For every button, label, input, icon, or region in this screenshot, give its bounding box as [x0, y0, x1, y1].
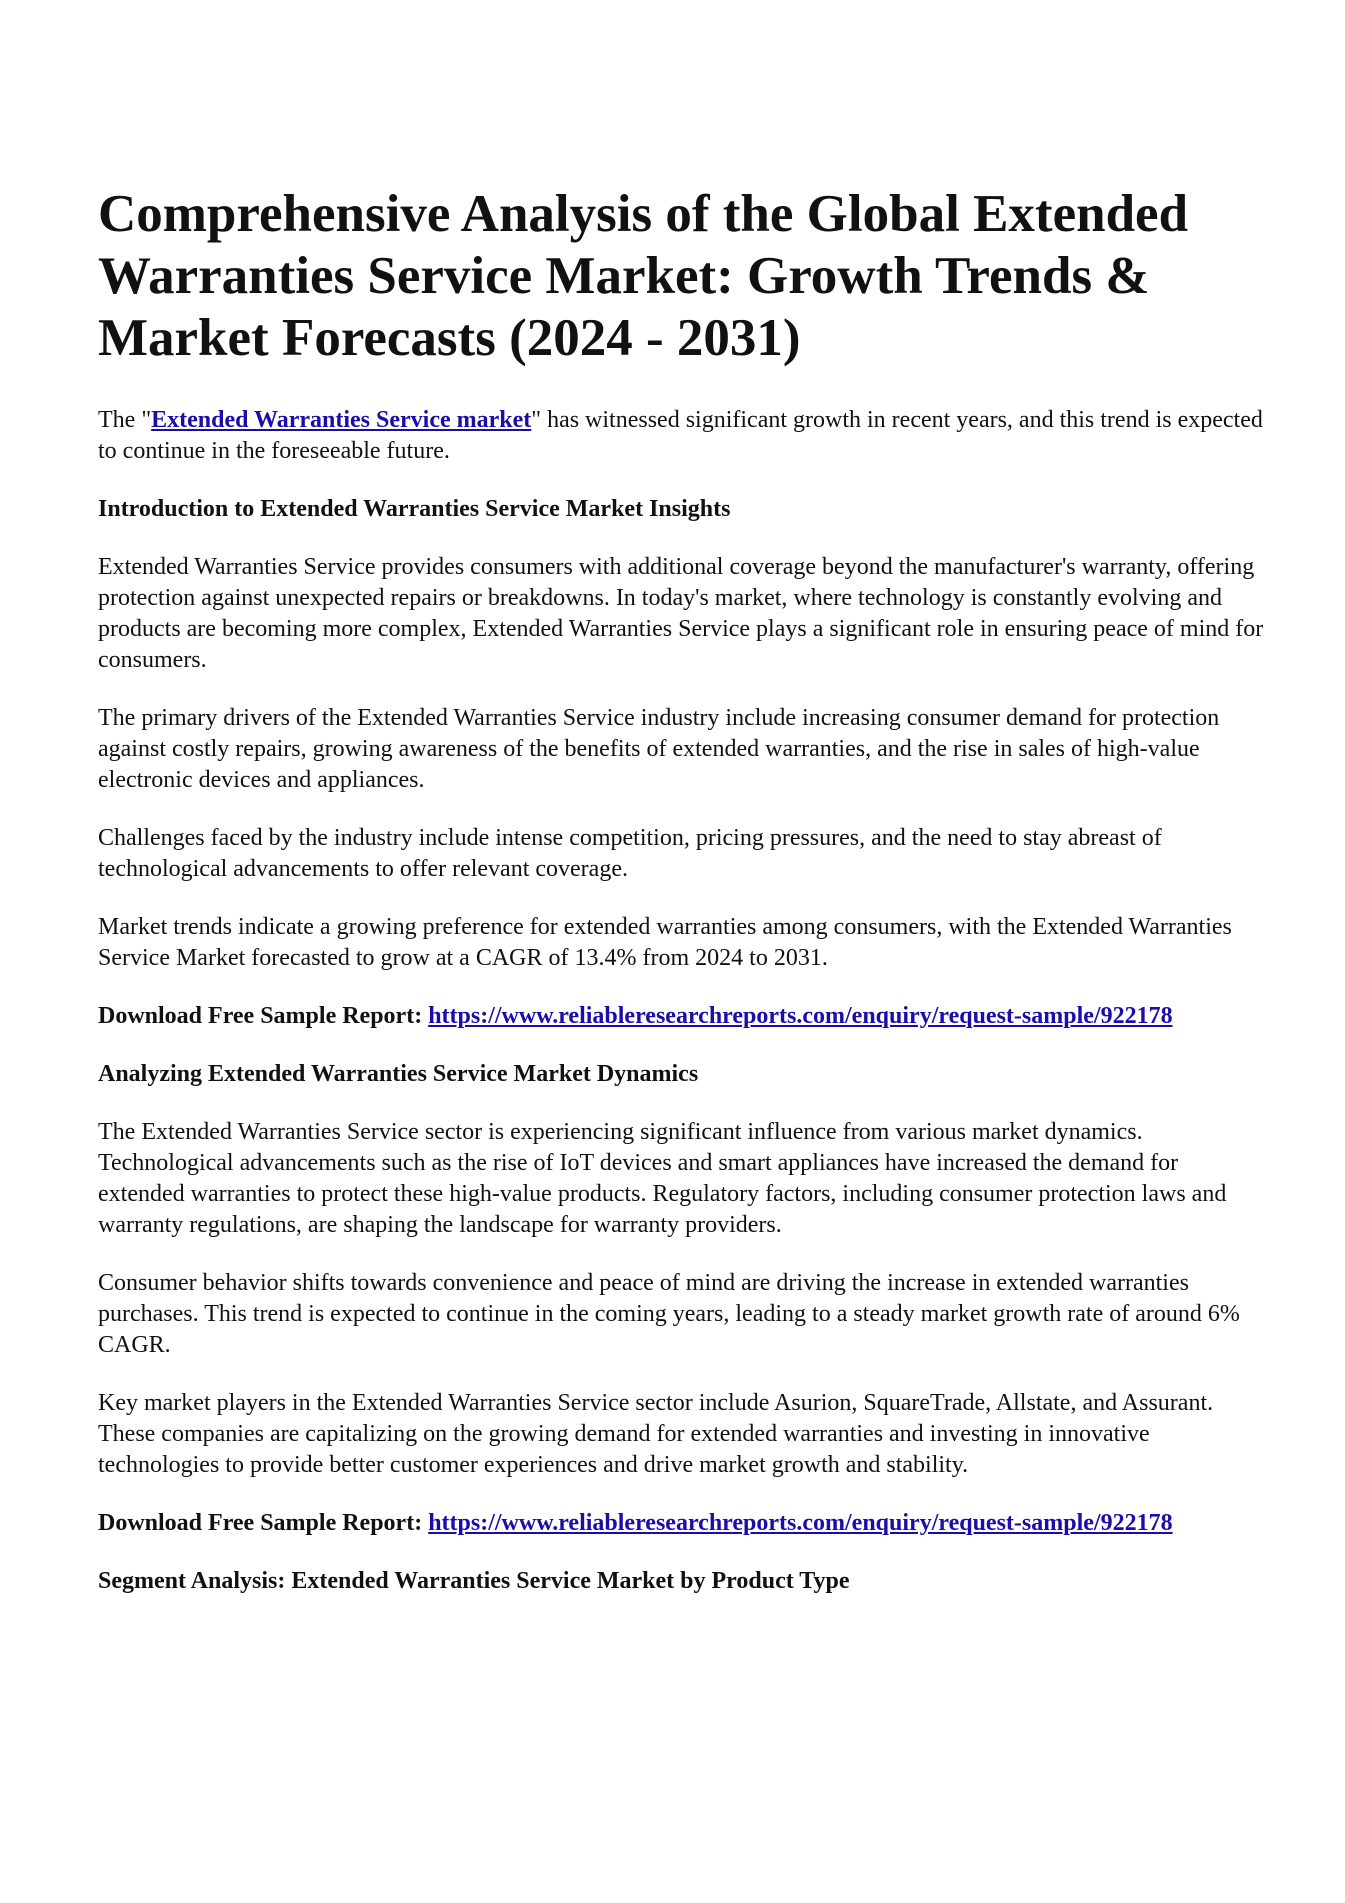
paragraph-trends: Market trends indicate a growing preference for extended warranties among consumers, with the Extended Warranties Service Market forecasted to grow at a CAGR of 13.4% from 2024 to 2031. — [98, 914, 1232, 971]
section-heading-dynamics: Analyzing Extended Warranties Service Market Dynamics — [98, 1061, 699, 1087]
intro-suffix: " has witnessed significant growth in recent years, and this trend is expected to continue in the foreseeable future. — [98, 407, 1263, 464]
intro-paragraph — [98, 405, 1268, 467]
page-title: Comprehensive Analysis of the Global Extended Warranties Service Market: Growth Trends & Market Forecasts (2024 - 2031) — [98, 185, 1189, 367]
paragraph-key-players: Key market players in the Extended Warranties Service sector include Asurion, SquareTrade, Allstate, and Assurant. These companies are capitalizing on the growing demand for extended warranties and investing in innovative technologies to provide better customer experiences and drive market growth and stability. — [98, 1390, 1214, 1478]
market-link[interactable]: Extended Warranties Service market — [151, 407, 532, 433]
download-label: Download Free Sample Report: — [98, 1510, 429, 1536]
download-link[interactable]: https://www.reliableresearchreports.com/enquiry/request-sample/922178 — [428, 1510, 1173, 1536]
intro-prefix: The " — [98, 407, 152, 433]
section-heading-introduction: Introduction to Extended Warranties Service Market Insights — [98, 496, 731, 522]
download-sample-1 — [98, 1001, 1268, 1032]
download-label: Download Free Sample Report: — [98, 1003, 429, 1029]
paragraph-drivers: The primary drivers of the Extended Warranties Service industry include increasing consumer demand for protection against costly repairs, growing awareness of the benefits of extended warranties, and the rise in sales of high-value electronic devices and appliances. — [98, 705, 1220, 793]
download-link[interactable]: https://www.reliableresearchreports.com/enquiry/request-sample/922178 — [428, 1003, 1173, 1029]
document-page — [98, 183, 1268, 1624]
paragraph-consumer-behavior: Consumer behavior shifts towards convenience and peace of mind are driving the increase in extended warranties purchases. This trend is expected to continue in the coming years, leading to a steady market growth rate of around 6% CAGR. — [98, 1270, 1240, 1358]
download-sample-2 — [98, 1508, 1268, 1539]
paragraph-challenges: Challenges faced by the industry include intense competition, pricing pressures, and the need to stay abreast of technological advancements to offer relevant coverage. — [98, 825, 1162, 882]
section-heading-segment: Segment Analysis: Extended Warranties Service Market by Product Type — [98, 1568, 850, 1594]
paragraph-dynamics: The Extended Warranties Service sector is experiencing significant influence from various market dynamics. Technological advancements such as the rise of IoT devices and smart appliances have increased the demand for extended warranties to protect these high-value products. Regulatory factors, including consumer protection laws and warranty regulations, are shaping the landscape for warranty providers. — [98, 1119, 1227, 1238]
paragraph-overview: Extended Warranties Service provides consumers with additional coverage beyond the manufacturer's warranty, offering protection against unexpected repairs or breakdowns. In today's market, where technology is constantly evolving and products are becoming more complex, Extended Warranties Service plays a significant role in ensuring peace of mind for consumers. — [98, 554, 1264, 673]
